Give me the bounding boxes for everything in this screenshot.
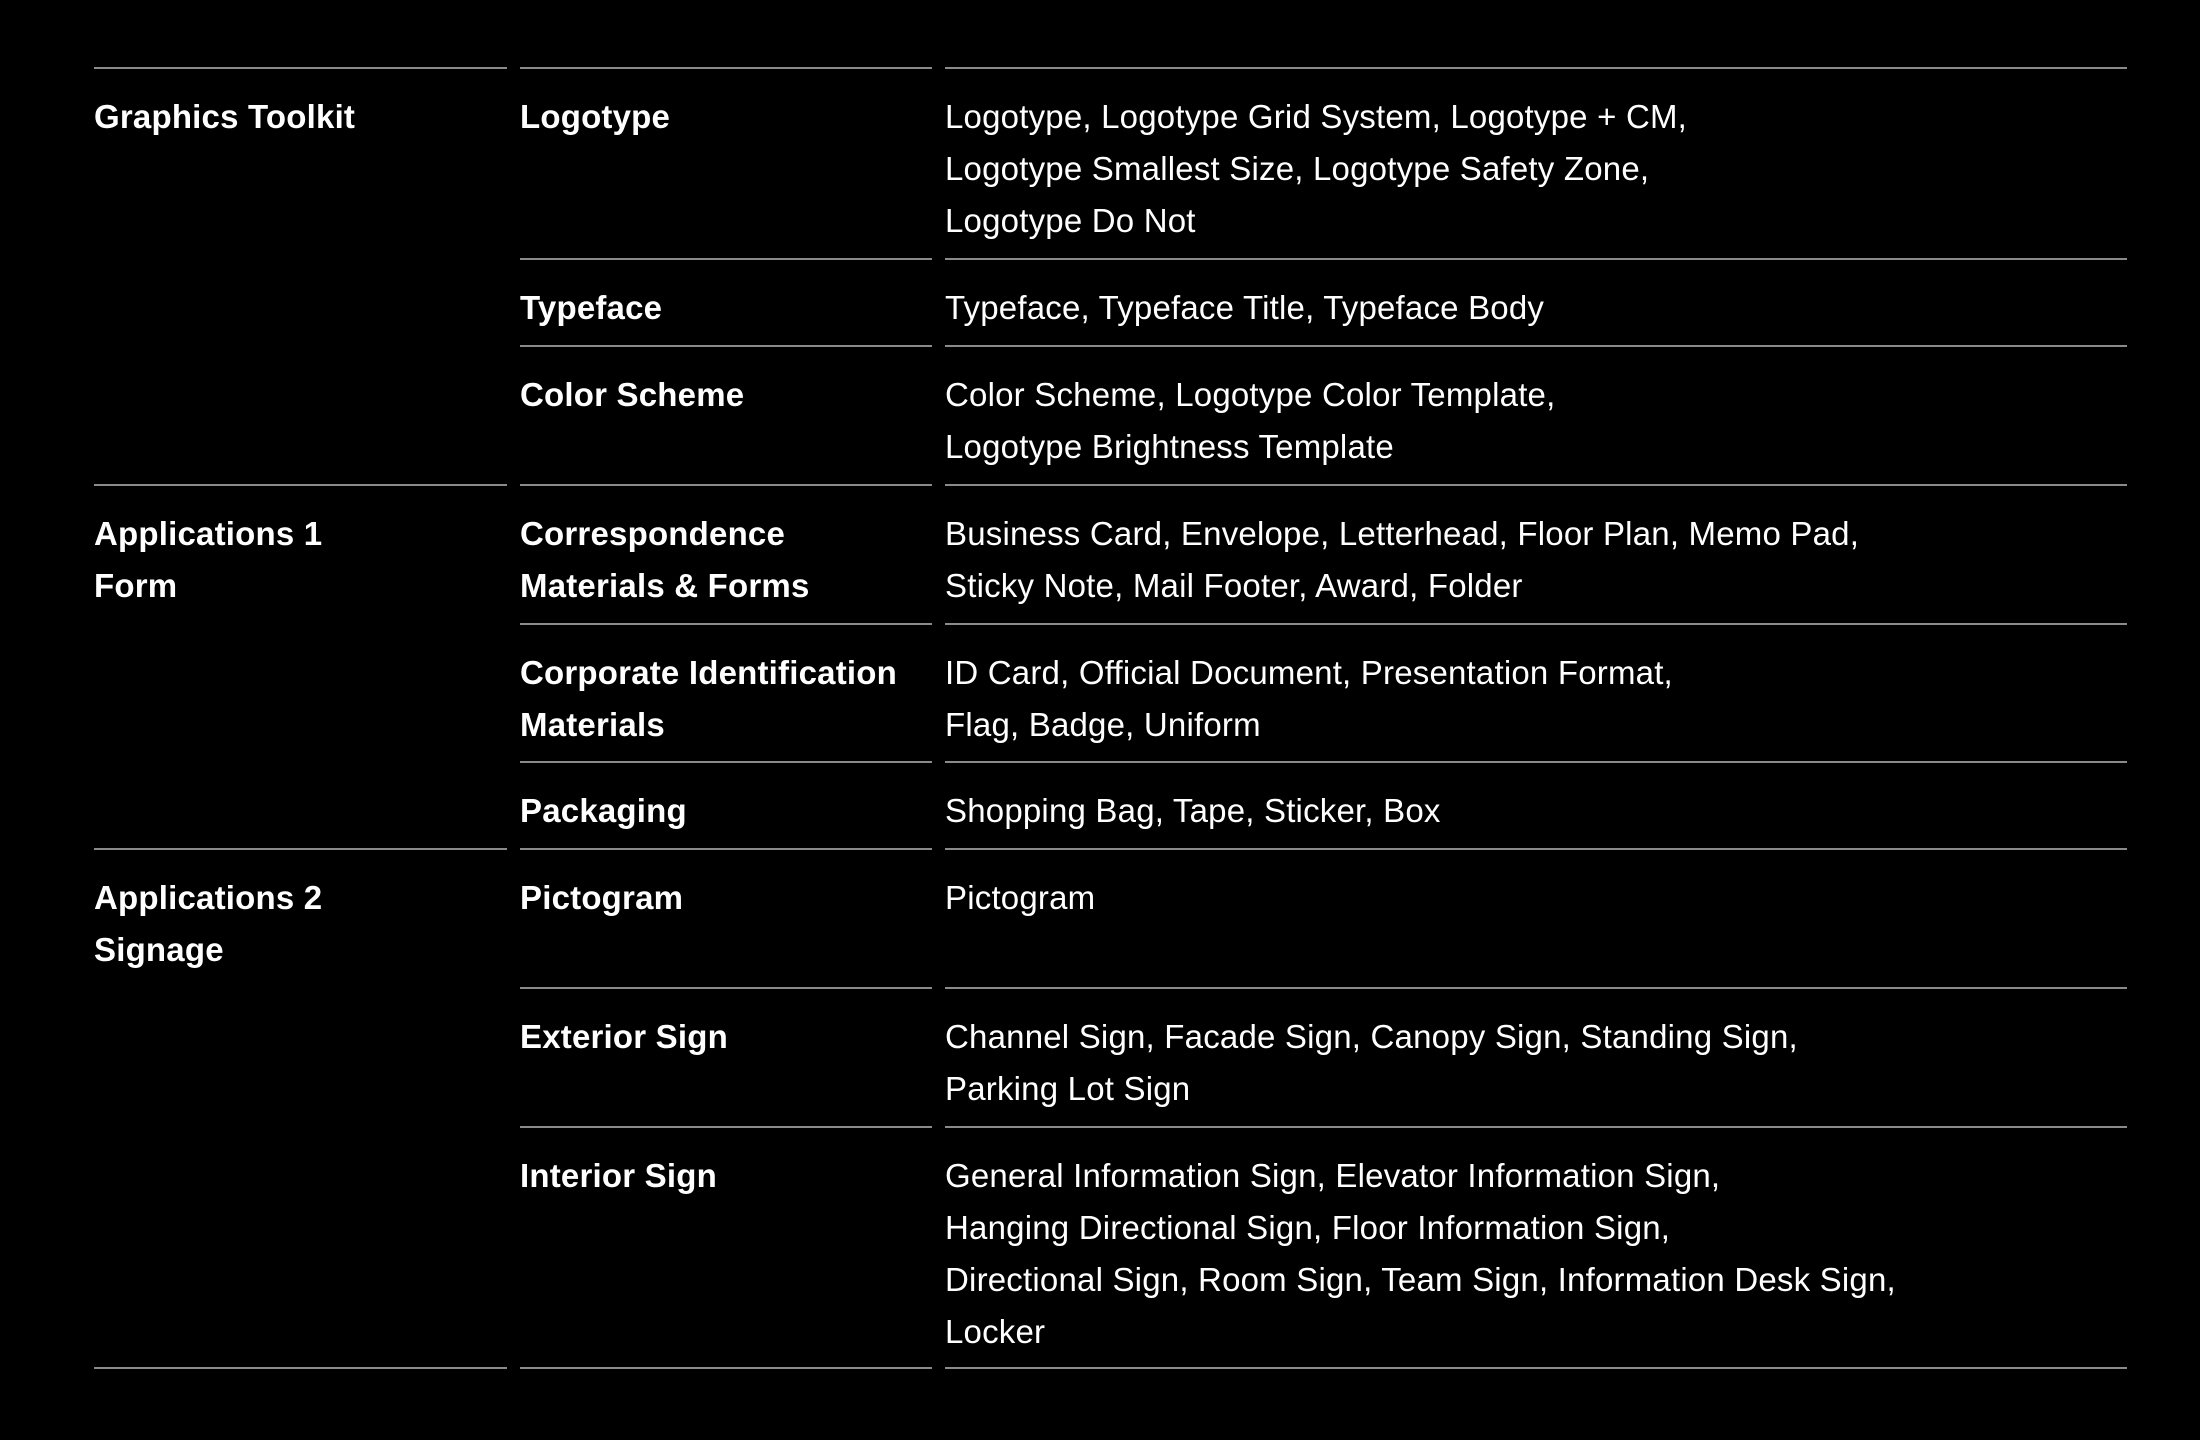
item-contents: Channel Sign, Facade Sign, Canopy Sign, Standing Sign, Parking Lot Sign xyxy=(945,1018,1798,1107)
contents-packaging xyxy=(945,761,2127,848)
item-contents: Business Card, Envelope, Letterhead, Floor Plan, Memo Pad, Sticky Note, Mail Footer, Award, Folder xyxy=(945,515,1860,604)
section-applications-1 xyxy=(94,484,507,848)
contents-exterior-sign xyxy=(945,987,2127,1126)
item-color-scheme xyxy=(520,345,932,484)
item-contents: Logotype, Logotype Grid System, Logotype + CM, Logotype Smallest Size, Logotype Safety Zone, Logotype Do Not xyxy=(945,98,1688,239)
item-packaging xyxy=(520,761,932,848)
section-label: Graphics Toolkit xyxy=(94,98,356,135)
item-correspondence xyxy=(520,484,932,623)
item-interior-sign xyxy=(520,1126,932,1369)
item-name: Typeface xyxy=(520,289,663,326)
item-name: Packaging xyxy=(520,792,687,829)
section-label: Applications 1 Form xyxy=(94,515,323,604)
item-contents: Color Scheme, Logotype Color Template, Logotype Brightness Template xyxy=(945,376,1556,465)
contents-color-scheme xyxy=(945,345,2127,484)
contents-corporate-identification xyxy=(945,623,2127,761)
item-name: Correspondence Materials & Forms xyxy=(520,515,810,604)
item-exterior-sign xyxy=(520,987,932,1126)
item-name: Pictogram xyxy=(520,879,684,916)
section-label: Applications 2 Signage xyxy=(94,879,323,968)
item-name: Corporate Identification Materials xyxy=(520,654,897,743)
contents-interior-sign xyxy=(945,1126,2127,1369)
section-applications-2 xyxy=(94,848,507,1369)
item-contents: Pictogram xyxy=(945,879,1096,916)
item-name: Exterior Sign xyxy=(520,1018,728,1055)
item-contents: Shopping Bag, Tape, Sticker, Box xyxy=(945,792,1441,829)
section-graphics-toolkit xyxy=(94,67,507,484)
item-contents: General Information Sign, Elevator Information Sign, Hanging Directional Sign, Floor Information Sign, Directional Sign, Room Sign, Team Sign, Information Desk Sign, Locker xyxy=(945,1157,1896,1350)
item-pictogram xyxy=(520,848,932,987)
contents-logotype xyxy=(945,67,2127,258)
contents-correspondence xyxy=(945,484,2127,623)
item-name: Color Scheme xyxy=(520,376,745,413)
item-typeface xyxy=(520,258,932,345)
item-corporate-identification xyxy=(520,623,932,761)
item-name: Logotype xyxy=(520,98,671,135)
item-logotype xyxy=(520,67,932,258)
contents-pictogram xyxy=(945,848,2127,987)
item-contents: Typeface, Typeface Title, Typeface Body xyxy=(945,289,1545,326)
contents-typeface xyxy=(945,258,2127,345)
item-contents: ID Card, Official Document, Presentation Format, Flag, Badge, Uniform xyxy=(945,654,1673,743)
item-name: Interior Sign xyxy=(520,1157,717,1194)
